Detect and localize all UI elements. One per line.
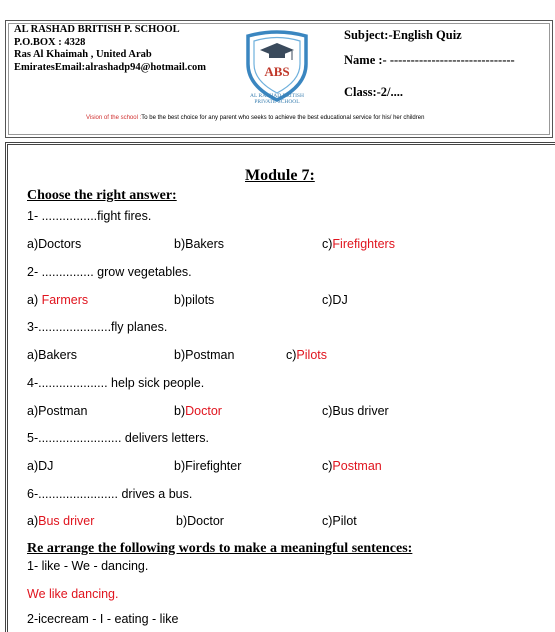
q1-option-a[interactable]: a)Doctors [27, 237, 82, 251]
logo-caption-line1: AL RASHAD BRITISH [250, 93, 304, 99]
vision-text: To be the best choice for any parent who seeks to achieve the best educational service for his/ her children [141, 115, 425, 121]
rearrange-question-2: 2-icecream - I - eating - like [27, 612, 179, 626]
name-field[interactable]: Name :- ------------------------------ [344, 53, 515, 67]
q4-option-a[interactable]: a)Postman [27, 404, 88, 418]
q1-option-b[interactable]: b)Bakers [174, 237, 225, 251]
school-city: Ras Al Khaimah , United Arab [14, 49, 152, 60]
rearrange-answer-1[interactable]: We like dancing. [27, 587, 119, 601]
vision-label: Vision of the school : [86, 115, 142, 121]
q5-option-b[interactable]: b)Firefighter [174, 459, 242, 473]
q3-option-b[interactable]: b)Postman [174, 348, 235, 362]
question-1: 1- ................fight fires. [27, 209, 152, 223]
logo-caption-line2: PRIVATE SCHOOL [254, 99, 300, 105]
question-3: 3-.....................fly planes. [27, 320, 168, 334]
school-email: EmiratesEmail:alrashadp94@hotmail.com [14, 61, 207, 73]
school-name: AL RASHAD BRITISH P. SCHOOL [14, 24, 180, 35]
q2-option-c[interactable]: c)DJ [322, 293, 348, 307]
q6-option-c[interactable]: c)Pilot [322, 514, 357, 528]
q5-option-a[interactable]: a)DJ [27, 459, 54, 473]
rearrange-question-1: 1- like - We - dancing. [27, 559, 149, 573]
q6-option-a[interactable]: a)Bus driver [27, 514, 95, 528]
subject-label: Subject:-English Quiz [344, 28, 462, 42]
q2-option-b[interactable]: b)pilots [174, 293, 215, 307]
q4-option-b[interactable]: b)Doctor [174, 404, 222, 418]
q3-option-a[interactable]: a)Bakers [27, 348, 78, 362]
question-5: 5-........................ delivers letters. [27, 431, 209, 445]
logo-caption [232, 93, 322, 105]
question-6: 6-....................... drives a bus. [27, 487, 193, 501]
q4-option-c[interactable]: c)Bus driver [322, 404, 389, 418]
q3-option-c[interactable]: c)Pilots [286, 348, 327, 362]
vision-statement [86, 115, 424, 121]
logo-letters: ABS [264, 64, 290, 79]
q2-option-a[interactable]: a) Farmers [27, 293, 89, 307]
module-title: Module 7: [245, 167, 315, 184]
q6-option-b[interactable]: b)Doctor [176, 514, 224, 528]
question-4: 4-.................... help sick people. [27, 376, 205, 390]
section1-title: Choose the right answer: [27, 188, 177, 203]
q1-option-c[interactable]: c)Firefighters [322, 237, 395, 251]
school-info [14, 24, 206, 74]
school-pobox: P.O.BOX : 4328 [14, 36, 86, 48]
q5-option-c[interactable]: c)Postman [322, 459, 382, 473]
class-field[interactable]: Class:-2/.... [344, 85, 404, 99]
question-2: 2- ............... grow vegetables. [27, 265, 192, 279]
section2-title: Re arrange the following words to make a meaningful sentences: [27, 541, 413, 556]
